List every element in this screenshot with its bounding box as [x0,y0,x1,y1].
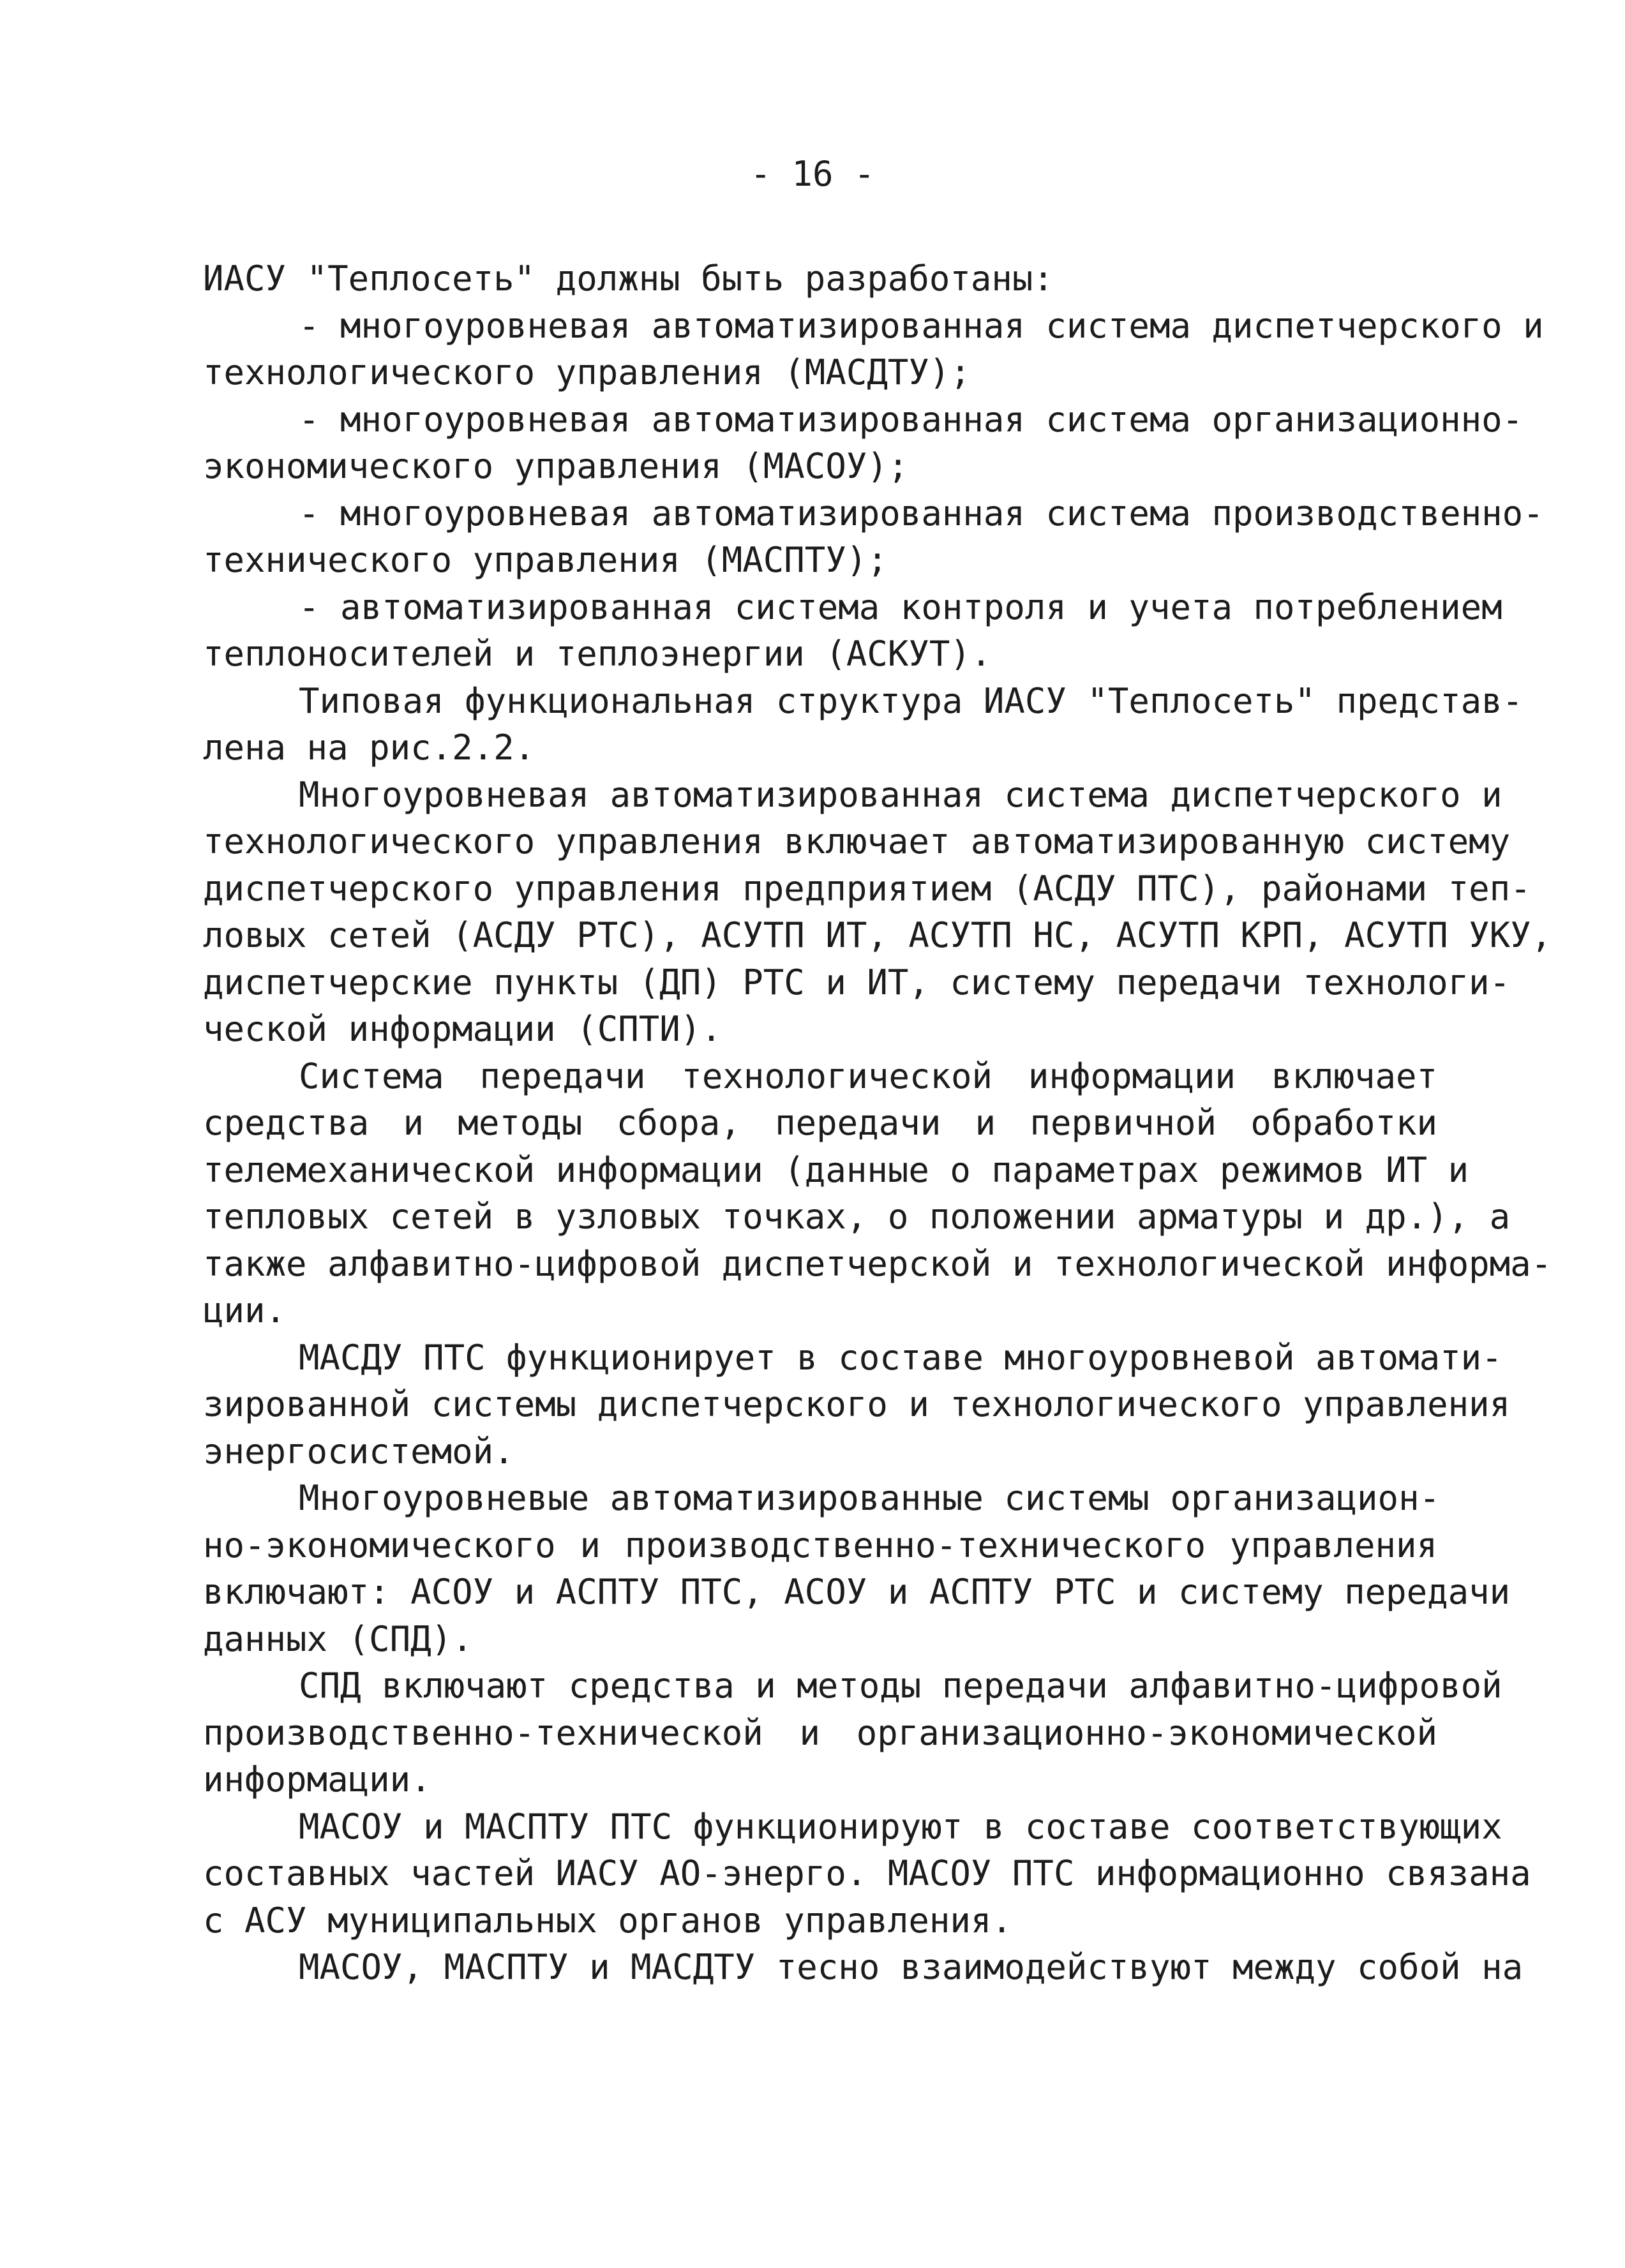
text-line: диспетчерского управления предприятием (АСДУ ПТС), районами теп- [203,869,1531,909]
text-line: составных частей ИАСУ АО-энерго. МАСОУ ПТС информационно связана [203,1853,1531,1893]
text-line: телемеханической информации (данные о параметрах режимов ИТ и [203,1150,1469,1190]
text-line: МАСОУ и МАСПТУ ПТС функционируют в составе соответствующих [299,1807,1502,1847]
text-line: - многоуровневая автоматизированная система диспетчерского и [299,306,1544,346]
text-line: включают: АСОУ и АСПТУ ПТС, АСОУ и АСПТУ РТС и систему передачи [203,1572,1511,1612]
text-line: ции. [203,1290,287,1331]
text-line: с АСУ муниципальных органов управления. [203,1900,1012,1941]
text-line: Многоуровневая автоматизированная система диспетчерского и [299,775,1502,815]
text-line: энергосистемой. [203,1431,514,1472]
text-line: информации. [203,1759,431,1800]
text-line: технологического управления (МАСДТУ); [203,352,971,392]
text-line: Система передачи технологической информации включает [299,1056,1437,1096]
text-line: производственно-технической и организационно-экономической [203,1713,1437,1753]
text-line: экономического управления (МАСОУ); [203,446,909,486]
text-line: также алфавитно-цифровой диспетчерской и технологической информа- [203,1244,1552,1284]
text-line: - автоматизированная система контроля и учета потреблением [299,587,1502,627]
text-line: Типовая функциональная структура ИАСУ "Теплосеть" представ- [299,681,1524,721]
page-number: - 16 - [750,154,875,194]
text-line: МАСДУ ПТС функционирует в составе многоуровневой автомати- [299,1338,1502,1378]
text-line: Многоуровневые автоматизированные системы организацион- [299,1478,1441,1518]
text-line: МАСОУ, МАСПТУ и МАСДТУ тесно взаимодействуют между собой на [299,1947,1524,1987]
text-line: лена на рис.2.2. [203,727,535,768]
text-line: диспетчерские пункты (ДП) РТС и ИТ, систему передачи технологи- [203,962,1511,1003]
text-line: технологического управления включает автоматизированную систему [203,821,1511,862]
text-line: ческой информации (СПТИ). [203,1009,722,1049]
text-line: СПД включают средства и методы передачи алфавитно-цифровой [299,1666,1502,1706]
text-line: теплоносителей и теплоэнергии (АСКУТ). [203,634,992,674]
text-line: но-экономического и производственно-технического управления [203,1525,1437,1565]
text-line: ИАСУ "Теплосеть" должны быть разработаны: [203,258,1054,299]
text-line: средства и методы сбора, передачи и первичной обработки [203,1103,1437,1143]
text-line: ловых сетей (АСДУ РТС), АСУТП ИТ, АСУТП НС, АСУТП КРП, АСУТП УКУ, [203,915,1552,955]
text-line: данных (СПД). [203,1619,473,1659]
text-line: тепловых сетей в узловых точках, о положении арматуры и др.), а [203,1197,1511,1237]
text-line: технического управления (МАСПТУ); [203,540,888,580]
text-line: зированной системы диспетчерского и технологического управления [203,1384,1511,1424]
text-line: - многоуровневая автоматизированная система производственно- [299,493,1544,533]
text-line: - многоуровневая автоматизированная система организационно- [299,399,1524,440]
